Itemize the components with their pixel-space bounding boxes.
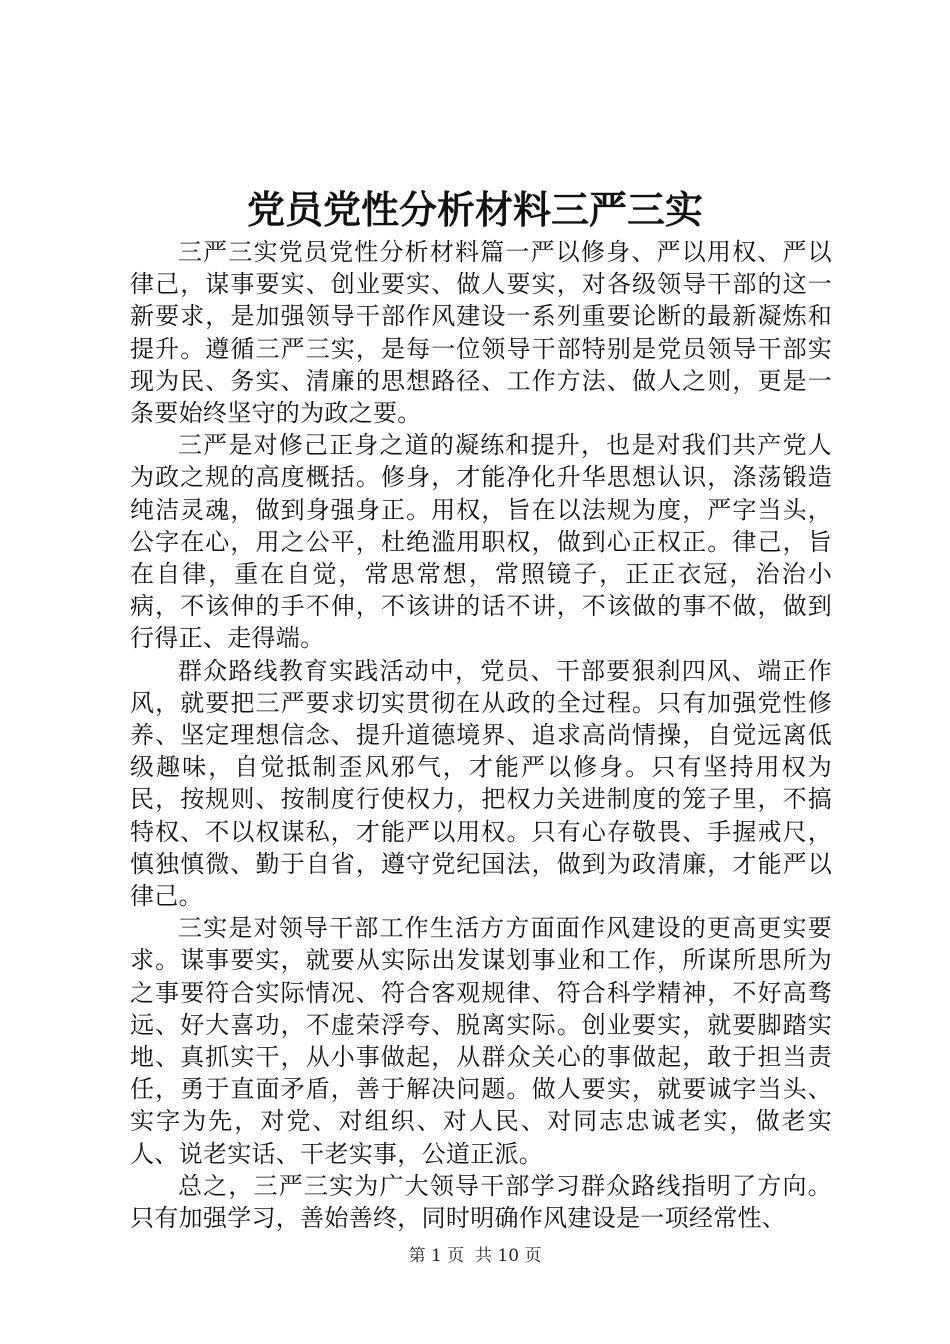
page-footer bbox=[0, 1244, 950, 1268]
page-number-label: 第 1 页 共 10 页 bbox=[408, 1246, 542, 1266]
document-title: 党员党性分析材料三严三实 bbox=[246, 187, 703, 232]
document-body bbox=[130, 236, 832, 1234]
paragraph: 群众路线教育实践活动中，党员、干部要狠刹四风、端正作风，就要把三严要求切实贯彻在从政的全过程。只有加强党性修养、坚定理想信念、提升道德境界、追求高尚情操，自觉远离低级趣味，自觉抵制歪风邪气，才能严以修身。只有坚持用权为民，按规则、按制度行使权力，把权力关进制度的笼子里，不搞特权、不以权谋私，才能严以用权。只有心存敬畏、手握戒尺，慎独慎微、勤于自省，遵守党纪国法，做到为政清廉，才能严以律己。 bbox=[130, 656, 832, 911]
paragraph: 三实是对领导干部工作生活方方面面作风建设的更高更实要求。谋事要实，就要从实际出发谋划事业和工作，所谋所思所为之事要符合实际情况、符合客观规律、符合科学精神，不好高骛远、好大喜功，不虚荣浮夸、脱离实际。创业要实，就要脚踏实地、真抓实干，从小事做起，从群众关心的事做起，敢于担当责任，勇于直面矛盾，善于解决问题。做人要实，就要诚字当头、实字为先，对党、对组织、对人民、对同志忠诚老实，做老实人、说老实话、干老实事，公道正派。 bbox=[130, 914, 832, 1168]
paragraph: 三严是对修己正身之道的凝练和提升，也是对我们共产党人为政之规的高度概括。修身，才能净化升华思想认识，涤荡锻造纯洁灵魂，做到身强身正。用权，旨在以法规为度，严字当头，公字在心，用之公平，杜绝滥用职权，做到心正权正。律己，旨在自律，重在自觉，常思常想，常照镜子，正正衣冠，治治小病，不该伸的手不伸，不该讲的话不讲，不该做的事不做，做到行得正、走得端。 bbox=[130, 431, 832, 653]
paragraph: 总之，三严三实为广大领导干部学习群众路线指明了方向。只有加强学习，善始善终，同时明确作风建设是一项经常性、 bbox=[130, 1171, 832, 1233]
paragraph: 三严三实党员党性分析材料篇一严以修身、严以用权、严以律己，谋事要实、创业要实、做人要实，对各级领导干部的这一新要求，是加强领导干部作风建设一系列重要论断的最新凝炼和提升。遵循三严三实，是每一位领导干部特别是党员领导干部实现为民、务实、清廉的思想路径、工作方法、做人之则，更是一条要始终坚守的为政之要。 bbox=[130, 238, 832, 428]
